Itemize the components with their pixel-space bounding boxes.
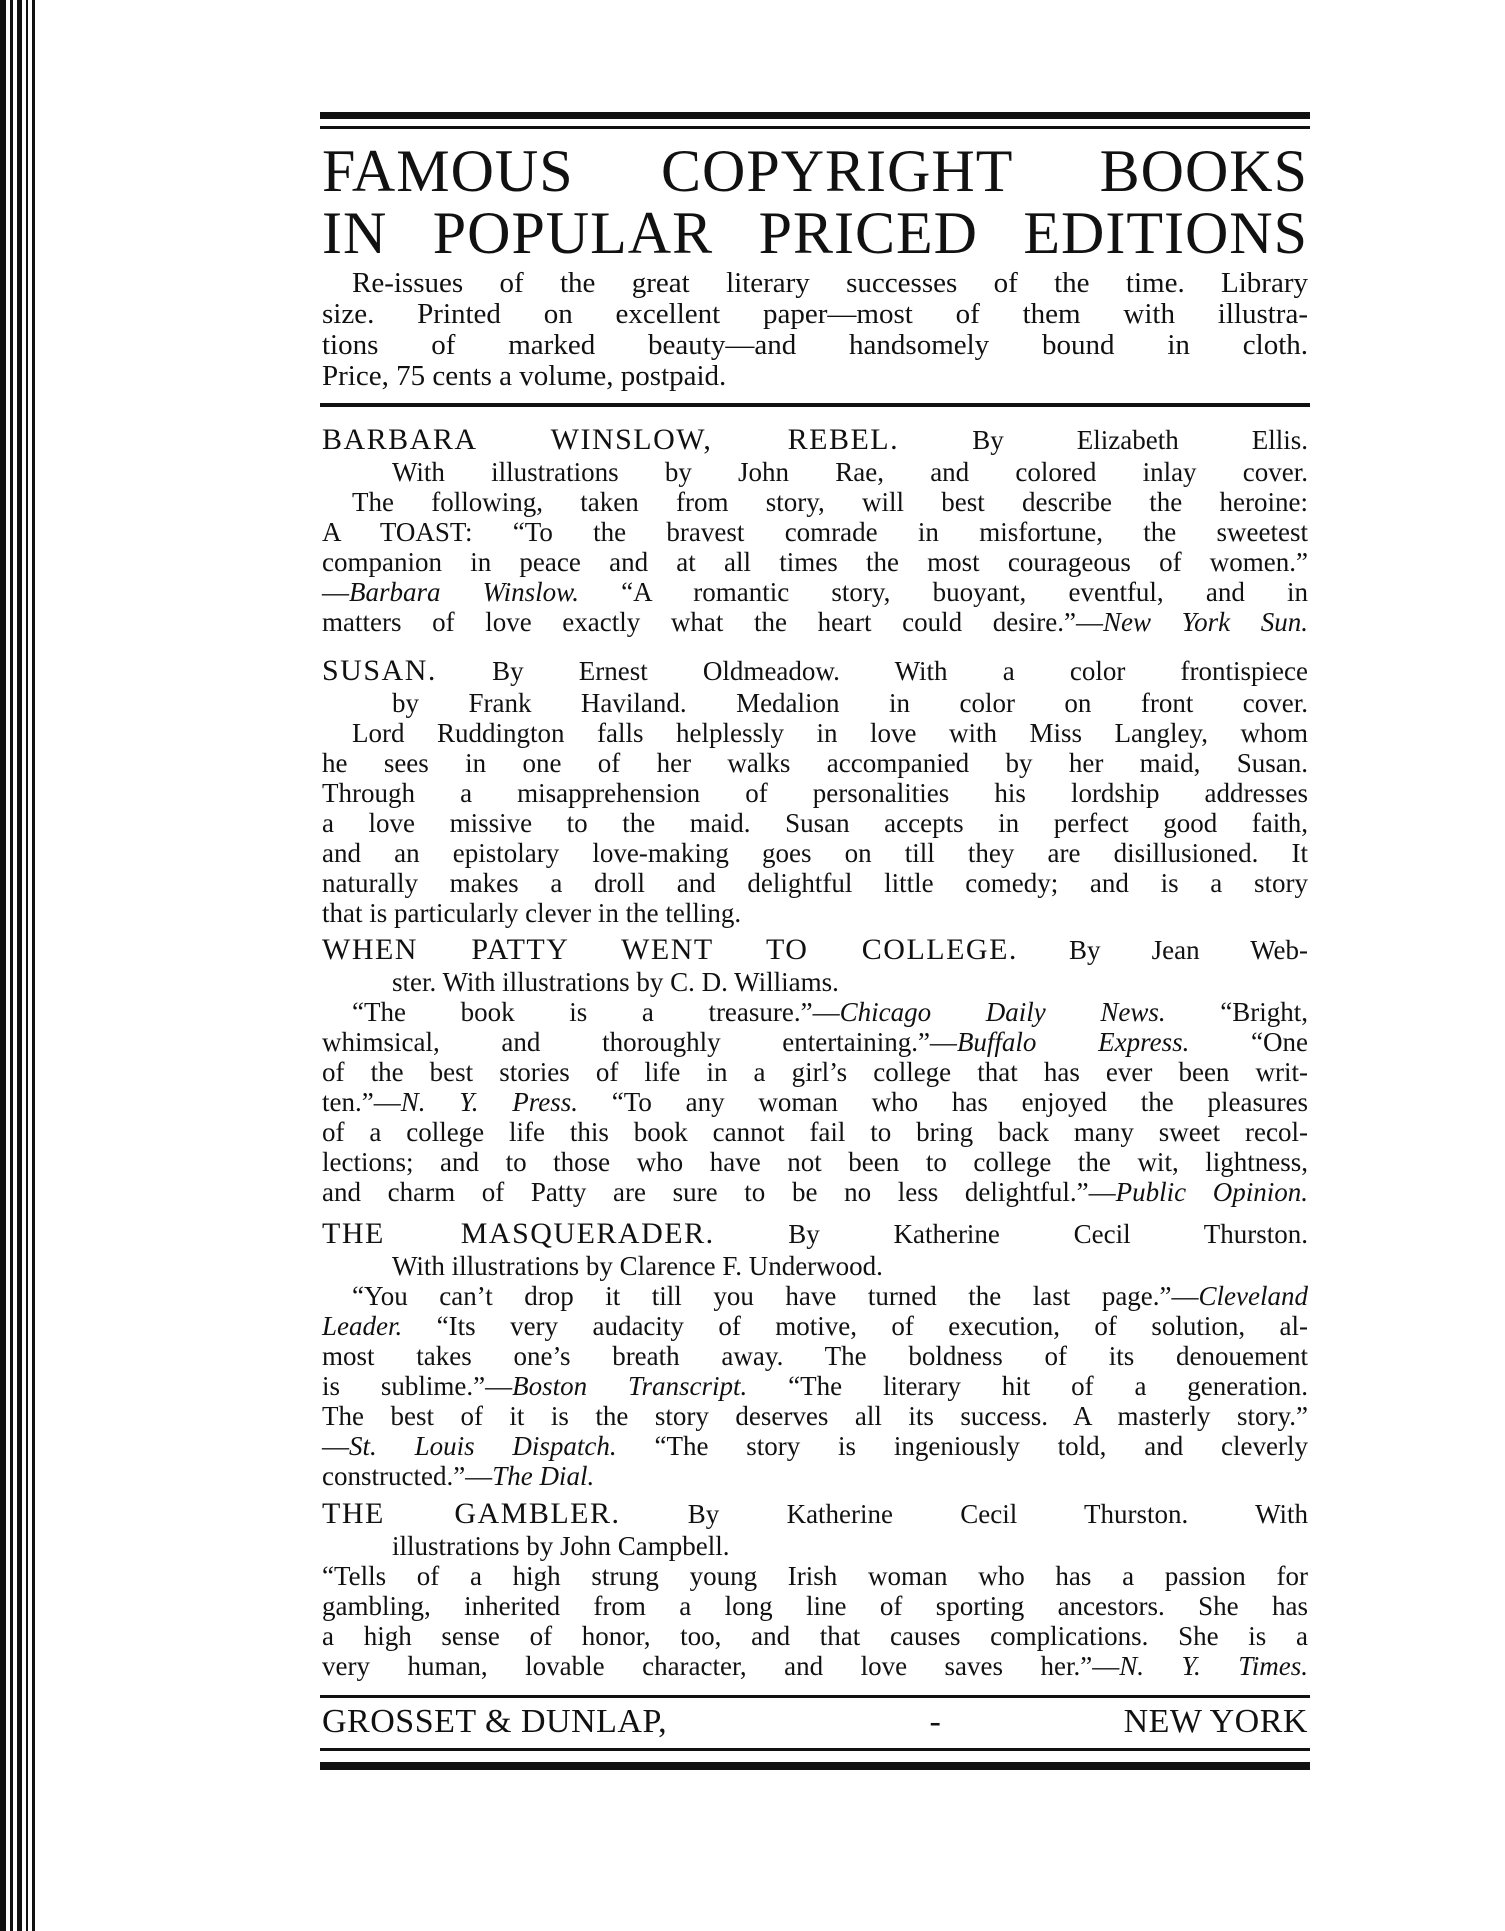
book-text-line	[322, 1531, 1308, 1561]
source-citation: Cleveland	[1198, 1281, 1308, 1311]
book-entry-the-gambler	[322, 1497, 1308, 1681]
book-text-line	[322, 718, 1308, 748]
text-segment: whimsical, and thoroughly entertaining.”—	[322, 1027, 957, 1057]
text-segment: illustrations by John Campbell.	[392, 1531, 730, 1561]
text-segment: —	[322, 1431, 349, 1461]
top-rule-thick	[320, 112, 1310, 119]
text-segment: a love missive to the maid. Susan accepts in perfect good faith,	[322, 808, 1308, 838]
text-segment: a high sense of honor, too, and that causes complications. She is a	[322, 1621, 1308, 1651]
book-author: By Jean Web-	[1017, 935, 1308, 965]
book-text-line	[322, 487, 1308, 517]
book-text-line	[322, 967, 1308, 997]
book-text-line	[322, 1371, 1308, 1401]
text-segment: “Tells of a high strung young Irish woman who has a passion for	[322, 1561, 1308, 1591]
book-entry-when-patty-went-to-college	[322, 933, 1308, 1207]
book-entry-susan	[322, 654, 1308, 928]
imprint-separator: -	[929, 1703, 942, 1740]
text-segment: he sees in one of her walks accompanied by her maid, Susan.	[322, 748, 1308, 778]
text-segment: “The story is ingeniously told, and cleverly	[616, 1431, 1308, 1461]
book-text-line	[322, 1591, 1308, 1621]
book-text-line	[322, 1027, 1308, 1057]
book-author: By Ernest Oldmeadow. With a color frontispiece	[436, 656, 1308, 686]
book-heading	[322, 423, 1308, 457]
book-text-line	[322, 1251, 1308, 1281]
page-binding-edge	[32, 0, 35, 1931]
book-text-line	[322, 1177, 1308, 1207]
text-segment: is sublime.”—	[322, 1371, 513, 1401]
book-author: By Elizabeth Ellis.	[899, 425, 1308, 455]
text-segment: “Its very audacity of motive, of execution, of solution, al-	[402, 1311, 1308, 1341]
book-title: BARBARA WINSLOW, REBEL.	[322, 423, 900, 456]
book-text-line	[322, 898, 1308, 928]
text-segment: companion in peace and at all times the most courageous of women.”	[322, 547, 1308, 577]
source-citation: The Dial.	[492, 1461, 595, 1491]
book-text-line	[322, 1341, 1308, 1371]
source-citation: St. Louis Dispatch.	[349, 1431, 617, 1461]
page-binding-edge	[26, 0, 28, 1931]
source-citation: New York Sun.	[1102, 607, 1308, 637]
publisher-city: NEW YORK	[1123, 1703, 1308, 1740]
top-rule-thin	[320, 126, 1310, 129]
text-segment: ten.”—	[322, 1087, 401, 1117]
text-segment: “The book is a treasure.”—	[352, 997, 840, 1027]
book-text-line	[322, 778, 1308, 808]
book-text-line	[322, 1087, 1308, 1117]
book-text-line	[322, 1117, 1308, 1147]
source-citation: Boston Transcript.	[512, 1371, 748, 1401]
page-binding-edge	[0, 0, 6, 1931]
book-author: By Katherine Cecil Thurston.	[714, 1219, 1309, 1249]
text-segment: by Frank Haviland. Medalion in color on front cover.	[392, 688, 1308, 718]
text-segment: and an epistolary love-making goes on till they are disillusioned. It	[322, 838, 1308, 868]
source-citation: Barbara Winslow.	[349, 577, 579, 607]
source-citation: Leader.	[322, 1311, 403, 1341]
text-segment: gambling, inherited from a long line of sporting ancestors. She has	[322, 1591, 1308, 1621]
book-title: THE GAMBLER.	[322, 1497, 621, 1530]
text-segment: Lord Ruddington falls helplessly in love with Miss Langley, whom	[352, 718, 1308, 748]
book-text-line	[322, 607, 1308, 637]
text-segment: —	[322, 577, 349, 607]
text-segment: very human, lovable character, and love saves her.”—	[322, 1651, 1120, 1681]
book-text-line	[322, 517, 1308, 547]
book-text-line	[322, 1651, 1308, 1681]
book-text-line	[322, 688, 1308, 718]
book-heading	[322, 654, 1308, 688]
book-text-line	[322, 997, 1308, 1027]
text-segment: “A romantic story, buoyant, eventful, and in	[578, 577, 1309, 607]
book-text-line	[322, 577, 1308, 607]
footer-rule-thin	[320, 1748, 1310, 1751]
text-segment: With illustrations by Clarence F. Underwood.	[392, 1251, 883, 1281]
book-entry-barbara-winslow	[322, 423, 1308, 637]
book-text-line	[322, 1311, 1308, 1341]
text-segment: The following, taken from story, will best describe the heroine:	[352, 487, 1308, 517]
text-segment: of a college life this book cannot fail to bring back many sweet recol-	[322, 1117, 1308, 1147]
title-line-1: FAMOUS COPYRIGHT BOOKS	[322, 138, 1308, 204]
text-segment: “You can’t drop it till you have turned the last page.”—	[352, 1281, 1199, 1311]
book-author: By Katherine Cecil Thurston. With	[620, 1499, 1308, 1529]
page-binding-edge	[10, 0, 13, 1931]
intro-line: tions of marked beauty—and handsomely bound in cloth.	[322, 329, 1308, 361]
intro-rule	[320, 403, 1310, 407]
book-heading	[322, 1497, 1308, 1531]
book-text-line	[322, 1561, 1308, 1591]
book-text-line	[322, 1431, 1308, 1461]
book-text-line	[322, 748, 1308, 778]
text-segment: “One	[1189, 1027, 1309, 1057]
text-segment: A TOAST: “To the bravest comrade in misfortune, the sweetest	[322, 517, 1308, 547]
book-text-line	[322, 808, 1308, 838]
book-text-line	[322, 868, 1308, 898]
source-citation: Chicago Daily News.	[839, 997, 1166, 1027]
book-text-line	[322, 1281, 1308, 1311]
text-segment: constructed.”—	[322, 1461, 493, 1491]
book-heading	[322, 933, 1308, 967]
text-segment: With illustrations by John Rae, and colored inlay cover.	[392, 457, 1308, 487]
text-segment: that is particularly clever in the telling.	[322, 898, 742, 928]
text-segment: and charm of Patty are sure to be no less delightful.”—	[322, 1177, 1116, 1207]
book-entry-the-masquerader	[322, 1217, 1308, 1491]
publisher-imprint	[322, 1703, 1308, 1741]
text-segment: ster. With illustrations by C. D. Williams.	[392, 967, 839, 997]
footer-rule-thick	[320, 1762, 1310, 1770]
text-segment: “Bright,	[1165, 997, 1308, 1027]
text-segment: “The literary hit of a generation.	[747, 1371, 1308, 1401]
page-title	[322, 140, 1308, 264]
publisher-name: GROSSET & DUNLAP,	[322, 1703, 668, 1740]
footer-rule-top	[320, 1695, 1310, 1698]
source-citation: N. Y. Times.	[1119, 1651, 1308, 1681]
book-text-line	[322, 1401, 1308, 1431]
text-segment: “To any woman who has enjoyed the pleasures	[578, 1087, 1308, 1117]
book-text-line	[322, 838, 1308, 868]
book-text-line	[322, 1147, 1308, 1177]
book-title: WHEN PATTY WENT TO COLLEGE.	[322, 933, 1018, 966]
page-binding-edge	[17, 0, 22, 1931]
source-citation: N. Y. Press.	[400, 1087, 579, 1117]
text-segment: lections; and to those who have not been to college the wit, lightness,	[322, 1147, 1308, 1177]
text-segment: The best of it is the story deserves all its success. A masterly story.”	[322, 1401, 1308, 1431]
text-segment: of the best stories of life in a girl’s college that has ever been writ-	[322, 1057, 1308, 1087]
intro-line: Price, 75 cents a volume, postpaid.	[322, 360, 727, 392]
text-segment: Through a misapprehension of personalities his lordship addresses	[322, 778, 1308, 808]
book-text-line	[322, 1057, 1308, 1087]
text-segment: most takes one’s breath away. The boldness of its denouement	[322, 1341, 1308, 1371]
book-text-line	[322, 547, 1308, 577]
intro-line: size. Printed on excellent paper—most of them with illustra-	[322, 298, 1308, 330]
text-segment: naturally makes a droll and delightful little comedy; and is a story	[322, 868, 1308, 898]
book-text-line	[322, 1461, 1308, 1491]
source-citation: Buffalo Express.	[956, 1027, 1190, 1057]
book-title: SUSAN.	[322, 654, 437, 687]
book-text-line	[322, 457, 1308, 487]
intro-paragraph	[322, 268, 1308, 392]
title-line-2: IN POPULAR PRICED EDITIONS	[322, 200, 1308, 266]
book-heading	[322, 1217, 1308, 1251]
book-text-line	[322, 1621, 1308, 1651]
source-citation: Public Opinion.	[1115, 1177, 1308, 1207]
intro-line: Re-issues of the great literary successes of the time. Library	[352, 267, 1308, 299]
book-title: THE MASQUERADER.	[322, 1217, 715, 1250]
text-segment: matters of love exactly what the heart could desire.”—	[322, 607, 1103, 637]
